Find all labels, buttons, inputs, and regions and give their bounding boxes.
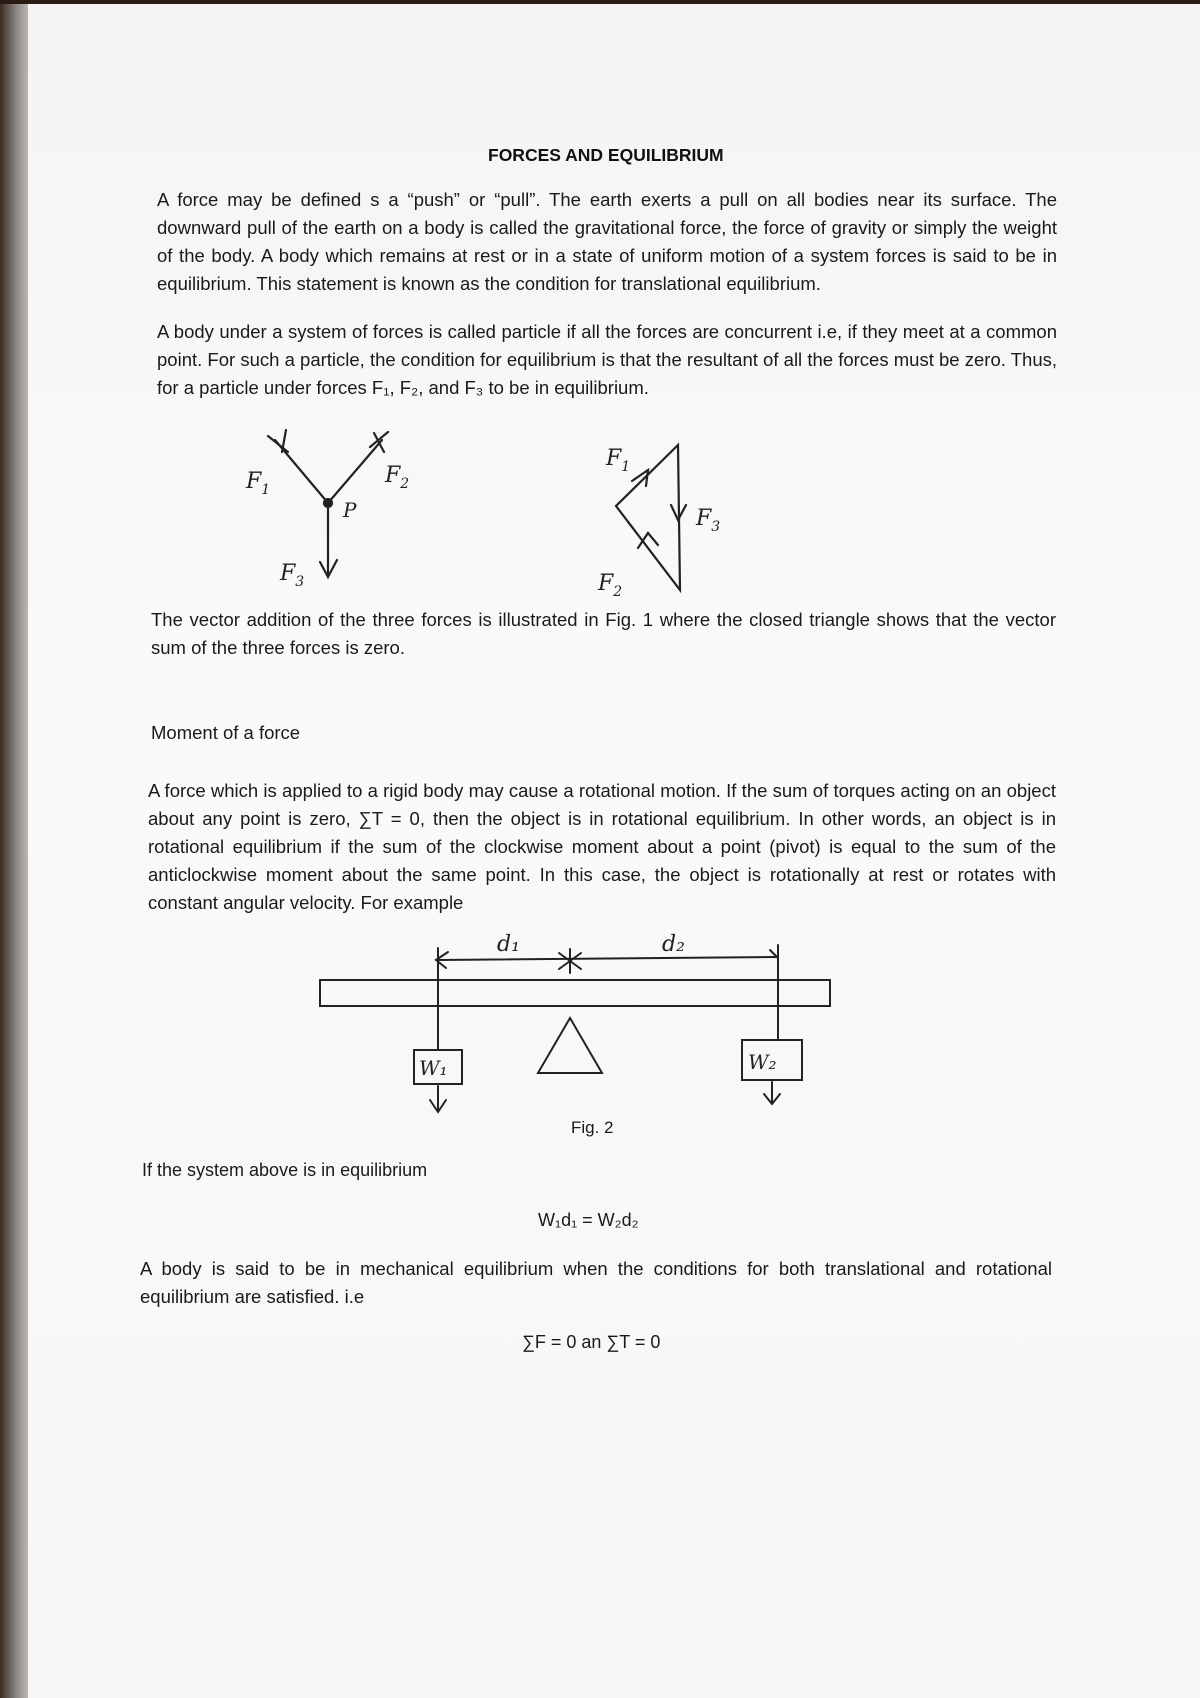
- label-d1: d₁: [497, 932, 520, 957]
- paragraph-mechanical-equilibrium: A body is said to be in mechanical equilibrium when the conditions for both translational and rotational equilibrium are satisfied. i.e: [140, 1258, 1052, 1307]
- label-f2-triangle: $F_2$: [598, 571, 623, 600]
- page-title: FORCES AND EQUILIBRIUM: [488, 145, 724, 165]
- label-d2: d₂: [662, 932, 685, 957]
- section-heading-moment: Moment of a force: [151, 722, 301, 743]
- label-f1-triangle: $F_1$: [606, 446, 631, 475]
- paragraph-particle-equilibrium: A body under a system of forces is called particle if all the forces are concurrent i.e, if they meet at a common point. For such a particle, the condition for equilibrium is that the resultant of all the forces must be zero. Thus, for a particle under forces F₁, F₂, and F₃ to be in equilibrium.: [157, 321, 1057, 398]
- label-point-p: P: [343, 498, 357, 522]
- distance-line: [438, 957, 778, 960]
- paragraph-system-equilibrium: If the system above is in equilibrium: [142, 1160, 428, 1180]
- paragraph-vector-addition: The vector addition of the three forces is illustrated in Fig. 1 where the closed triangle shows that the vector sum of the three forces is zero.: [151, 609, 1056, 658]
- beam: [320, 980, 830, 1006]
- label-f3-triangle: $F_3$: [696, 506, 721, 535]
- figure-2-caption: Fig. 2: [571, 1118, 614, 1137]
- equation-equilibrium-conditions: ∑F = 0 an ∑T = 0: [522, 1332, 661, 1352]
- label-f3-concurrent: $F_3$: [280, 561, 305, 590]
- label-f1-concurrent: $F_1$: [246, 469, 271, 498]
- equation-moments: W₁d₁ = W₂d₂: [538, 1210, 639, 1230]
- label-w2: W₂: [748, 1050, 777, 1074]
- paragraph-force-definition: A force may be defined s a “push” or “pull”. The earth exerts a pull on all bodies near its surface. The downward pull of the earth on a body is called the gravitational force, the force of gravity or simply the weight of the body. A body which remains at rest or in a state of uniform motion of a system forces is said to be in equilibrium. This statement is known as the condition for translational equilibrium.: [157, 189, 1057, 294]
- pivot-star-marker: [559, 949, 581, 973]
- label-w1: W₁: [419, 1056, 448, 1080]
- fulcrum-triangle: [538, 1018, 602, 1073]
- paragraph-moment-of-force: A force which is applied to a rigid body may cause a rotational motion. If the sum of torques acting on an object about any point is zero, ∑T = 0, then the object is in rotational equilibrium. In other words, an object is in rotational equilibrium if the sum of the clockwise moment about a point (pivot) is equal to the sum of the anticlockwise moment about the same point. In this case, the object is rotationally at rest or rotates with constant angular velocity. For example: [148, 780, 1056, 913]
- label-f2-concurrent: $F_2$: [385, 463, 410, 492]
